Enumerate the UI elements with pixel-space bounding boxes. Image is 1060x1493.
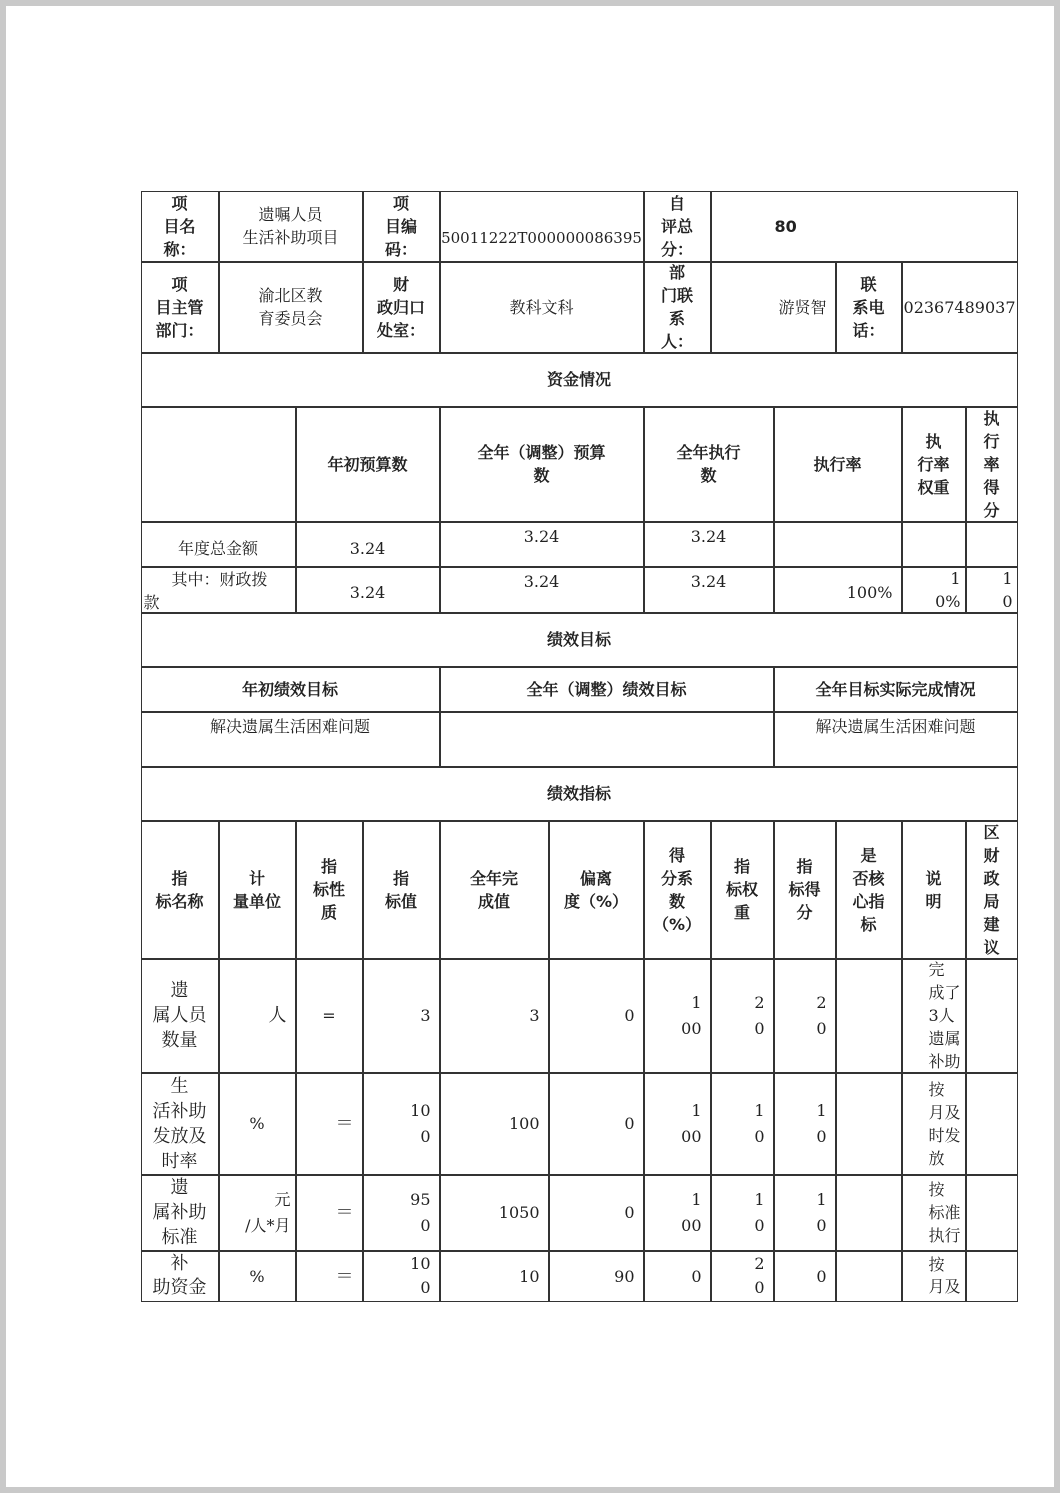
funds-row-adjusted: 3.24	[440, 522, 644, 567]
ind-row-actual: 1050	[440, 1175, 549, 1251]
ind-header-target: 指 标值	[363, 821, 440, 959]
goals-section-title: 绩效目标	[141, 613, 1018, 667]
ind-row-actual: 10	[440, 1251, 549, 1302]
indicators-section-title: 绩效指标	[141, 767, 1018, 821]
ind-row-target: 3	[363, 959, 440, 1073]
ind-header-advice: 区 财 政 局 建 议	[966, 821, 1018, 959]
ind-row-unit: 人	[219, 959, 296, 1073]
ind-row-deviation: 0	[549, 1073, 644, 1175]
funds-row-executed: 3.24	[644, 522, 774, 567]
ind-header-deviation: 偏离 度（%）	[549, 821, 644, 959]
ind-row-coef: 1 00	[644, 1175, 711, 1251]
ind-row-nature: =	[296, 959, 363, 1073]
ind-header-note: 说 明	[902, 821, 966, 959]
ind-row-name: 补 助资金	[141, 1251, 219, 1302]
ind-row-core	[836, 959, 902, 1073]
funds-header-rate: 执行率	[774, 407, 902, 522]
ind-row-actual: 3	[440, 959, 549, 1073]
funds-row-budget: 3.24	[296, 567, 440, 613]
ind-row-note: 完 成了 3人 遗属 补助	[902, 959, 966, 1073]
ind-row-target: 95 0	[363, 1175, 440, 1251]
ind-row-coef: 0	[644, 1251, 711, 1302]
ind-row-score: 0	[774, 1251, 836, 1302]
funds-row-score	[966, 522, 1018, 567]
ind-row-score: 2 0	[774, 959, 836, 1073]
funds-row-label: 其中：财政拨 款	[141, 567, 296, 613]
funds-header-budget: 年初预算数	[296, 407, 440, 522]
phone-label: 联 系电 话：	[836, 262, 902, 353]
goals-header-adjusted: 全年（调整）绩效目标	[440, 667, 774, 712]
ind-header-core: 是 否核 心指 标	[836, 821, 902, 959]
ind-row-note: 按 月及 时发 放	[902, 1073, 966, 1175]
ind-row-name: 遗 属人员 数量	[141, 959, 219, 1073]
ind-row-target: 10 0	[363, 1251, 440, 1302]
contact-label: 部 门联 系 人：	[644, 262, 711, 353]
project-code-label: 项 目编 码：	[363, 191, 440, 262]
funds-row-weight: 1 0%	[902, 567, 966, 613]
funds-header-adjusted: 全年（调整）预算 数	[440, 407, 644, 522]
ind-header-nature: 指 标性 质	[296, 821, 363, 959]
ind-row-note: 按 标准 执行	[902, 1175, 966, 1251]
ind-row-advice	[966, 959, 1018, 1073]
goals-initial: 解决遗属生活困难问题	[141, 712, 440, 767]
funds-header-score: 执 行 率 得 分	[966, 407, 1018, 522]
dept: 渝北区教 育委员会	[219, 262, 363, 353]
ind-row-advice	[966, 1175, 1018, 1251]
ind-row-weight: 2 0	[711, 1251, 774, 1302]
ind-row-unit: 元 /人*月	[219, 1175, 296, 1251]
ind-row-deviation: 90	[549, 1251, 644, 1302]
ind-row-advice	[966, 1073, 1018, 1175]
funds-row-budget: 3.24	[296, 522, 440, 567]
project-name-label: 项 目名 称：	[141, 191, 219, 262]
goals-actual: 解决遗属生活困难问题	[774, 712, 1018, 767]
ind-header-actual: 全年完 成值	[440, 821, 549, 959]
phone: 02367489037	[902, 262, 1018, 353]
ind-row-target: 10 0	[363, 1073, 440, 1175]
ind-header-coef: 得 分系 数 （%）	[644, 821, 711, 959]
ind-row-actual: 100	[440, 1073, 549, 1175]
funds-header-weight: 执 行率 权重	[902, 407, 966, 522]
finance-office-label: 财 政归口 处室：	[363, 262, 440, 353]
ind-row-score: 1 0	[774, 1073, 836, 1175]
ind-header-unit: 计 量单位	[219, 821, 296, 959]
project-code: 50011222T000000086395	[440, 191, 644, 262]
ind-row-name: 生 活补助 发放及 时率	[141, 1073, 219, 1175]
ind-row-score: 1 0	[774, 1175, 836, 1251]
ind-row-unit: %	[219, 1073, 296, 1175]
project-name: 遗嘱人员 生活补助项目	[219, 191, 363, 262]
goals-adjusted	[440, 712, 774, 767]
document-page	[6, 6, 1054, 1487]
ind-row-core	[836, 1251, 902, 1302]
funds-header-executed: 全年执行 数	[644, 407, 774, 522]
ind-row-deviation: 0	[549, 959, 644, 1073]
goals-header-initial: 年初绩效目标	[141, 667, 440, 712]
ind-row-nature: ＝	[296, 1251, 363, 1302]
ind-row-nature: ＝	[296, 1175, 363, 1251]
self-score-label: 自 评总 分：	[644, 191, 711, 262]
dept-label: 项 目主管 部门：	[141, 262, 219, 353]
funds-row-weight	[902, 522, 966, 567]
goals-header-actual: 全年目标实际完成情况	[774, 667, 1018, 712]
ind-row-deviation: 0	[549, 1175, 644, 1251]
self-score: 80	[711, 191, 1018, 262]
ind-header-name: 指 标名称	[141, 821, 219, 959]
ind-row-advice	[966, 1251, 1018, 1302]
ind-header-weight: 指 标权 重	[711, 821, 774, 959]
ind-row-core	[836, 1175, 902, 1251]
funds-section-title: 资金情况	[141, 353, 1018, 407]
contact: 游贤智	[711, 262, 836, 353]
funds-row-executed: 3.24	[644, 567, 774, 613]
funds-header-blank	[141, 407, 296, 522]
ind-row-core	[836, 1073, 902, 1175]
ind-row-weight: 1 0	[711, 1175, 774, 1251]
ind-row-coef: 1 00	[644, 959, 711, 1073]
ind-row-name: 遗 属补助 标准	[141, 1175, 219, 1251]
ind-row-weight: 1 0	[711, 1073, 774, 1175]
funds-row-rate: 100%	[774, 567, 902, 613]
ind-header-score: 指 标得 分	[774, 821, 836, 959]
ind-row-unit: %	[219, 1251, 296, 1302]
funds-row-adjusted: 3.24	[440, 567, 644, 613]
finance-office: 教科文科	[440, 262, 644, 353]
ind-row-nature: ＝	[296, 1073, 363, 1175]
ind-row-weight: 2 0	[711, 959, 774, 1073]
funds-row-label: 年度总金额	[141, 522, 296, 567]
ind-row-coef: 1 00	[644, 1073, 711, 1175]
ind-row-note: 按 月及	[902, 1251, 966, 1302]
funds-row-rate	[774, 522, 902, 567]
funds-row-score: 1 0	[966, 567, 1018, 613]
